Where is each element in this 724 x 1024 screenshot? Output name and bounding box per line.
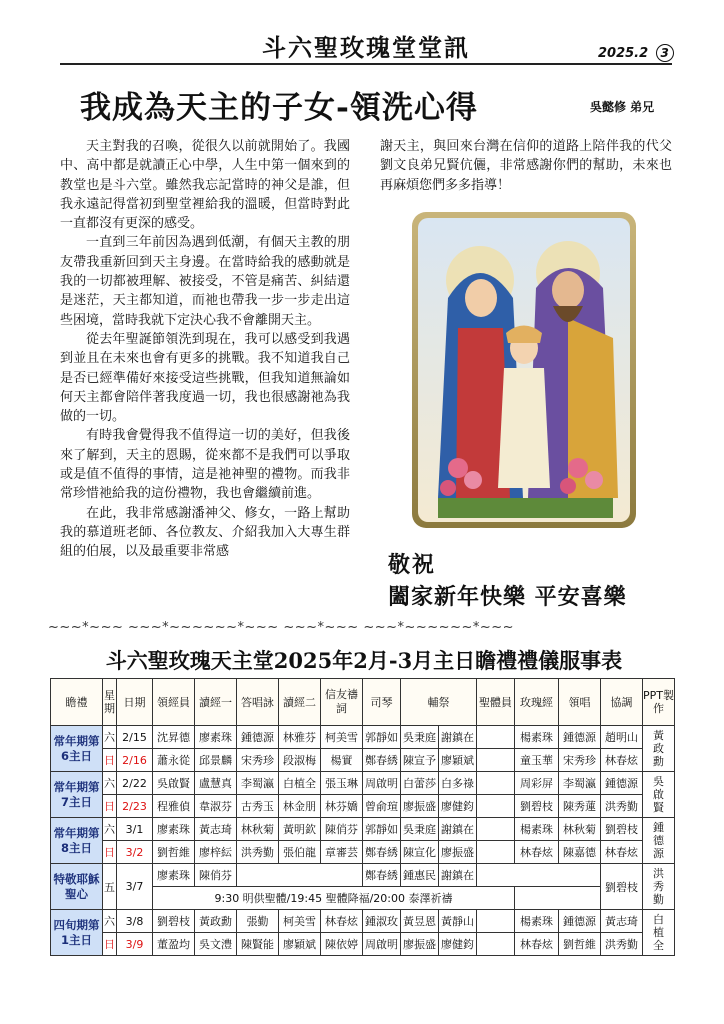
table-cell: 楊素珠 [515, 818, 559, 841]
table-cell: 鄭春綉 [363, 864, 401, 887]
table-row [51, 726, 675, 749]
table-cell: 蕭永從 [153, 749, 195, 772]
ppt-cell: 黃 政 勳 [643, 726, 675, 772]
table-cell: 楊素珠 [515, 726, 559, 749]
table-cell: 古秀玉 [237, 795, 279, 818]
table-cell: 鍾德源 [559, 726, 601, 749]
weekday: 日 [103, 795, 117, 818]
page-header-date [598, 44, 674, 62]
table-cell: 張玉琳 [321, 772, 363, 795]
table-cell: 劉哲維 [153, 841, 195, 864]
table-cell: 白植全 [279, 772, 321, 795]
header-rule [60, 63, 672, 65]
table-row [51, 795, 675, 818]
paragraph: 從去年聖誕節領洗到現在，我可以感受到我遇到並且在未來也會有更多的挑戰。我不知道我自己是否已經準備好來接受這些挑戰，但我知道無論如何天主都會陪伴著我度過一切，我也很感謝祂為我做的一切。 [60, 331, 350, 425]
table-row [51, 772, 675, 795]
table-cell: 劉碧枝 [601, 864, 643, 910]
paragraph: 在此，我非常感謝潘神父、修女，一路上幫助我的慕道班老師、各位教友、介紹我加入大專生群組的伯展，以及最重要非常感 [60, 505, 350, 560]
table-cell: 黃志琦 [601, 910, 643, 933]
table-cell: 鍾德源 [237, 726, 279, 749]
table-cell: 白蕾莎 [401, 772, 439, 795]
table-cell: 鍾淑玫 [363, 910, 401, 933]
table-cell: 林春炫 [515, 841, 559, 864]
table-cell [477, 749, 515, 772]
table-cell: 廖素珠 [153, 864, 195, 887]
table-cell: 黃明欽 [279, 818, 321, 841]
paragraph: 謝天主，與回來台灣在信仰的道路上陪伴我的代父劉文良弟兄賢伉儷，非常感謝你們的幫助，未來也再麻煩您們多多指導！ [380, 139, 672, 193]
table-cell: 鄭春綉 [363, 749, 401, 772]
weekday: 日 [103, 749, 117, 772]
table-cell [477, 772, 515, 795]
table-row [51, 864, 675, 887]
table-cell: 林春炫 [601, 841, 643, 864]
col-header: 信友禱詞 [321, 679, 363, 726]
table-cell: 陳俏芬 [321, 818, 363, 841]
holy-family-illustration [418, 218, 630, 522]
table-cell: 周啟明 [363, 772, 401, 795]
weekday: 五 [103, 864, 117, 910]
table-row [51, 749, 675, 772]
table-cell: 劉碧枝 [153, 910, 195, 933]
table-cell: 陳賢能 [237, 933, 279, 956]
page-number: 3 [656, 44, 674, 62]
col-header: 領唱 [559, 679, 601, 726]
date-cell: 2/22 [117, 772, 153, 795]
schedule-title: 斗六聖玫瑰天主堂2025年2月-3月主日瞻禮禮儀服事表 [105, 648, 623, 673]
table-cell: 童玉華 [515, 749, 559, 772]
table-cell [477, 864, 601, 887]
table-cell: 李蜀瀛 [559, 772, 601, 795]
table-cell: 章審芸 [321, 841, 363, 864]
table-cell: 周啟明 [363, 933, 401, 956]
date-cell: 3/2 [117, 841, 153, 864]
greeting-line-2: 闔家新年快樂 平安喜樂 [388, 585, 627, 610]
table-cell: 洪秀勤 [237, 841, 279, 864]
table-cell [477, 910, 515, 933]
table-cell: 吳文澧 [195, 933, 237, 956]
schedule-table [50, 678, 675, 956]
table-cell: 趙明山 [601, 726, 643, 749]
col-header: 日期 [117, 679, 153, 726]
article-author: 吳懿修 弟兄 [590, 100, 655, 114]
table-cell: 柯美雪 [279, 910, 321, 933]
table-cell [477, 818, 515, 841]
table-cell: 廖穎斌 [279, 933, 321, 956]
table-cell: 廖振盛 [439, 841, 477, 864]
col-header: 星期 [103, 679, 117, 726]
special-note: 9:30 明供聖體/19:45 聖體降福/20:00 泰澤祈禱 [153, 887, 515, 910]
table-cell: 宋秀珍 [237, 749, 279, 772]
page-header-title: 斗六聖玫瑰堂堂訊 [262, 33, 470, 62]
table-cell: 鍾惠民 [401, 864, 439, 887]
table-row [51, 910, 675, 933]
table-cell: 廖振盛 [401, 795, 439, 818]
table-cell: 劉哲維 [559, 933, 601, 956]
table-cell: 柯美雪 [321, 726, 363, 749]
table-cell [477, 933, 515, 956]
date-cell: 2/15 [117, 726, 153, 749]
table-cell: 周彩屏 [515, 772, 559, 795]
table-cell: 張勤 [237, 910, 279, 933]
table-cell: 黃政勳 [195, 910, 237, 933]
table-cell: 郭靜如 [363, 726, 401, 749]
table-cell: 段淑梅 [279, 749, 321, 772]
col-header: 讀經一 [195, 679, 237, 726]
date-cell: 3/7 [117, 864, 153, 910]
table-cell: 沈昇德 [153, 726, 195, 749]
table-cell: 林芬嬌 [321, 795, 363, 818]
table-cell: 程雅偵 [153, 795, 195, 818]
holy-family-image [412, 212, 636, 528]
table-cell: 韋淑芬 [195, 795, 237, 818]
weekday: 日 [103, 933, 117, 956]
table-cell [237, 864, 363, 887]
table-cell: 洪秀勤 [601, 933, 643, 956]
date-cell: 3/1 [117, 818, 153, 841]
table-cell: 謝鎮在 [439, 818, 477, 841]
table-cell: 白多祿 [439, 772, 477, 795]
table-cell: 廖健鈞 [439, 933, 477, 956]
table-cell: 林金朋 [279, 795, 321, 818]
table-cell: 洪秀勤 [601, 795, 643, 818]
table-cell: 林春炫 [321, 910, 363, 933]
table-cell: 黃昱恩 [401, 910, 439, 933]
weekday: 六 [103, 818, 117, 841]
table-cell: 楊實 [321, 749, 363, 772]
weekday: 六 [103, 910, 117, 933]
table-row [51, 933, 675, 956]
article-title: 我成為天主的子女-領洗心得 [80, 90, 478, 126]
date-cell: 3/8 [117, 910, 153, 933]
table-cell [477, 726, 515, 749]
table-cell: 吳啟賢 [153, 772, 195, 795]
col-header: 領經員 [153, 679, 195, 726]
table-cell: 廖素珠 [195, 726, 237, 749]
table-row [51, 841, 675, 864]
weekday: 日 [103, 841, 117, 864]
table-cell: 陳宣化 [401, 841, 439, 864]
table-cell: 陳秀蓮 [559, 795, 601, 818]
table-cell: 邱景麟 [195, 749, 237, 772]
date-cell: 2/23 [117, 795, 153, 818]
col-header: 輔祭 [401, 679, 477, 726]
weekday: 六 [103, 726, 117, 749]
section-label: 特敬耶穌聖心 [51, 864, 103, 910]
table-cell: 廖梓紜 [195, 841, 237, 864]
col-header: 聖體員 [477, 679, 515, 726]
section-label: 常年期第6主日 [51, 726, 103, 772]
article-right-column [380, 137, 672, 195]
col-header: 協調 [601, 679, 643, 726]
table-cell [477, 841, 515, 864]
table-cell: 楊素珠 [515, 910, 559, 933]
table-row [51, 818, 675, 841]
ppt-cell: 吳 啟 賢 [643, 772, 675, 818]
table-cell: 曾俞瑄 [363, 795, 401, 818]
table-cell: 郭靜如 [363, 818, 401, 841]
table-cell: 劉碧枝 [515, 795, 559, 818]
table-cell: 鄭春綉 [363, 841, 401, 864]
weekday: 六 [103, 772, 117, 795]
table-cell: 李蜀瀛 [237, 772, 279, 795]
table-cell [477, 795, 515, 818]
section-label: 四旬期第1主日 [51, 910, 103, 956]
table-cell: 廖素珠 [153, 818, 195, 841]
table-cell: 廖健鈞 [439, 795, 477, 818]
col-header: 讀經二 [279, 679, 321, 726]
table-cell: 陳宣予 [401, 749, 439, 772]
paragraph: 一直到三年前因為遇到低潮，有個天主教的朋友帶我重新回到天主身邊。在當時給我的感動就是我的一切都被理解、被接受，不管是痛苦、糾結還是迷茫，天主都知道，而祂也帶我一步一步走出這些困境，當時我就下定決心我不會離開天主。 [60, 235, 350, 328]
table-cell: 陳依婷 [321, 933, 363, 956]
table-cell: 黃志琦 [195, 818, 237, 841]
table-cell: 林秋菊 [559, 818, 601, 841]
col-header: 答唱詠 [237, 679, 279, 726]
ppt-cell: 白 植 全 [643, 910, 675, 956]
table-cell: 廖穎斌 [439, 749, 477, 772]
section-label: 常年期第7主日 [51, 772, 103, 818]
table-cell: 林秋菊 [237, 818, 279, 841]
col-header: 瞻禮 [51, 679, 103, 726]
col-header: 司琴 [363, 679, 401, 726]
table-cell: 陳俏芬 [195, 864, 237, 887]
table-cell: 盧慧真 [195, 772, 237, 795]
greeting-line-1: 敬祝 [388, 553, 437, 578]
date-cell: 2/16 [117, 749, 153, 772]
table-cell: 吳秉庭 [401, 726, 439, 749]
table-cell: 林春炫 [515, 933, 559, 956]
table-cell: 謝鎮在 [439, 864, 477, 887]
table-cell: 宋秀珍 [559, 749, 601, 772]
ppt-cell: 鍾 德 源 [643, 818, 675, 864]
table-header-row [51, 679, 675, 726]
table-cell: 廖振盛 [401, 933, 439, 956]
table-cell: 鍾德源 [559, 910, 601, 933]
ppt-cell: 洪 秀 勤 [643, 864, 675, 910]
table-cell: 張伯龍 [279, 841, 321, 864]
table-cell: 陳嘉德 [559, 841, 601, 864]
section-label: 常年期第8主日 [51, 818, 103, 864]
issue-date: 2025.2 [598, 46, 649, 61]
table-cell: 鍾德源 [601, 772, 643, 795]
date-cell: 3/9 [117, 933, 153, 956]
paragraph: 有時我會覺得我不值得這一切的美好，但我後來了解到，天主的恩賜，從來都不是我們可以爭取或是值不值得的事情，這是祂神聖的禮物。而我非常珍惜祂給我的這份禮物，我也會繼續前進。 [60, 428, 350, 502]
paragraph: 天主對我的召喚，從很久以前就開始了。我國中、高中都是就讀正心中學，人生中第一個來到的教堂也是斗六堂。雖然我忘記當時的神父是誰，但我永遠記得當初到聖堂裡給我的溫暖，但當時對此一直都沒有更深的感受。 [60, 139, 350, 232]
col-header: 玫瑰經 [515, 679, 559, 726]
table-cell: 劉碧枝 [601, 818, 643, 841]
table-cell: 黃靜山 [439, 910, 477, 933]
col-header: PPT製作 [643, 679, 675, 726]
table-cell: 吳秉庭 [401, 818, 439, 841]
table-cell: 林雅芬 [279, 726, 321, 749]
article-left-column [60, 137, 350, 562]
table-cell: 董盈均 [153, 933, 195, 956]
table-cell: 林春炫 [601, 749, 643, 772]
decorative-divider: ~~~*~~~ ~~~*~~~~~~*~~~ ~~~*~~~ ~~~*~~~~~~*~~~ [48, 620, 515, 635]
table-cell: 謝鎮在 [439, 726, 477, 749]
